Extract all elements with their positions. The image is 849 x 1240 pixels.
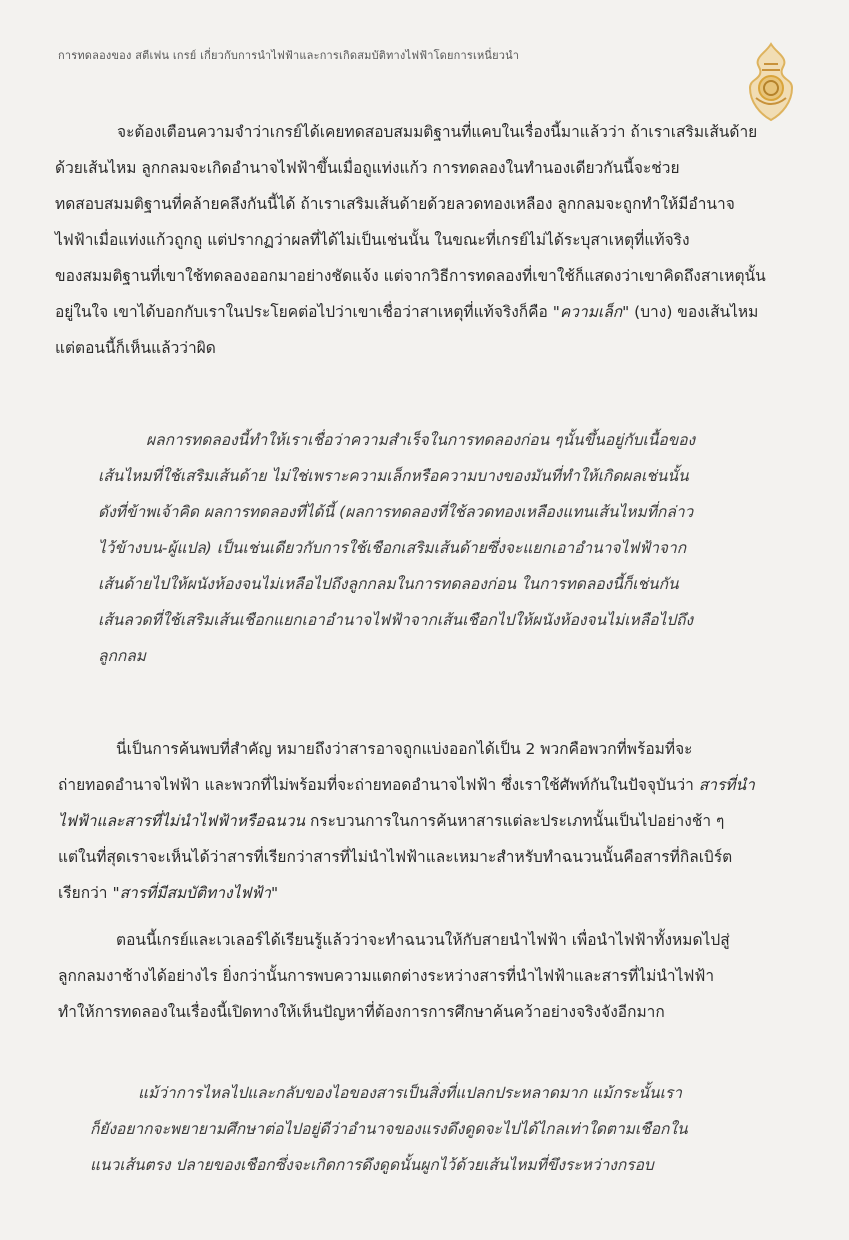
paragraph-line: ด้วยเส้นไหม ลูกกลมจะเกิดอำนาจไฟฟ้าขึ้นเมื่อถูแท่งแก้ว การทดลองในทำนองเดียวกันนี้จะช่วย xyxy=(55,159,680,177)
block-quote-2 xyxy=(90,1075,770,1183)
paragraph-line: แต่ในที่สุดเราจะเห็นได้ว่าสารที่เรียกว่าสารที่ไม่นำไฟฟ้าและเหมาะสำหรับทำฉนวนนั้นคือสารที่กิลเบิร์ต xyxy=(58,848,733,866)
running-header: การทดลองของ สตีเฟน เกรย์ เกี่ยวกับการนำไฟฟ้าและการเกิดสมบัติทางไฟฟ้าโดยการเหนี่ยวนำ xyxy=(58,49,520,62)
paragraph-line xyxy=(55,294,795,330)
quote-line: แนวเส้นตรง ปลายของเชือกซึ่งจะเกิดการดึงดูดนั้นผูกไว้ด้วยเส้นไหมที่ขึงระหว่างกรอบ xyxy=(90,1156,654,1174)
paragraph-1 xyxy=(55,114,795,366)
quote-line: ไว้ข้างบน-ผู้แปล) เป็นเช่นเดียวกับการใช้เชือกเสริมเส้นด้ายซึ่งจะแยกเอาอำนาจไฟฟ้าจาก xyxy=(98,539,687,557)
paragraph-line: ไฟฟ้าเมื่อแท่งแก้วถูกถู แต่ปรากฏว่าผลที่ได้ไม่เป็นเช่นนั้น ในขณะที่เกรย์ไม่ได้ระบุสาเหตุที่แท้จริง xyxy=(55,231,690,249)
paragraph-line xyxy=(58,767,800,803)
paragraph-line: แต่ตอนนี้ก็เห็นแล้วว่าผิด xyxy=(55,339,216,357)
paragraph-line: ลูกกลมงาช้างได้อย่างไร ยิ่งกว่านั้นการพบความแตกต่างระหว่างสารที่นำไฟฟ้าและสารที่ไม่นำไฟฟ้า xyxy=(58,967,715,985)
quote-line: ก็ยังอยากจะพยายามศึกษาต่อไปอยู่ดีว่าอำนาจของแรงดึงดูดจะไปได้ไกลเท่าใดตามเชือกใน xyxy=(90,1120,688,1138)
quote-line: ลูกกลม xyxy=(98,647,146,665)
quote-line: แม้ว่าการไหลไปและกลับของไอของสารเป็นสิ่งที่แปลกประหลาดมาก แม้กระนั้นเรา xyxy=(138,1084,682,1102)
paragraph-line-text: ถ่ายทอดอำนาจไฟฟ้า และพวกที่ไม่พร้อมที่จะถ่ายทอดอำนาจไฟฟ้า ซึ่งเราใช้ศัพท์กันในปัจจุบันว่า xyxy=(58,776,694,794)
quote-line: เส้นด้ายไปให้ผนังห้องจนไม่เหลือไปถึงลูกกลมในการทดลองก่อน ในการทดลองนี้ก็เช่นกัน xyxy=(98,575,679,593)
quote-line: เส้นลวดที่ใช้เสริมเส้นเชือกแยกเอาอำนาจไฟฟ้าจากเส้นเชือกไปให้ผนังห้องจนไม่เหลือไปถึง xyxy=(98,611,694,629)
school-emblem-seal-icon xyxy=(738,40,804,124)
paragraph-line-tail: (บาง) ของเส้นไหม xyxy=(629,303,759,321)
paragraph-2 xyxy=(58,731,800,911)
italic-term: ไฟฟ้าและสารที่ไม่นำไฟฟ้าหรือฉนวน xyxy=(58,812,306,830)
paragraph-3 xyxy=(58,922,800,1030)
quoted-term: "ความเล็ก" xyxy=(552,303,630,321)
paragraph-line-text: เรียกว่า xyxy=(58,884,113,902)
italic-term: "สารที่มีสมบัติทางไฟฟ้า" xyxy=(112,884,279,902)
paragraph-line xyxy=(58,875,800,911)
quote-line: เส้นไหมที่ใช้เสริมเส้นด้าย ไม่ใช่เพราะความเล็กหรือความบางของมันที่ทำให้เกิดผลเช่นนั้น xyxy=(98,467,689,485)
paragraph-line: จะต้องเตือนความจำว่าเกรย์ได้เคยทดสอบสมมติฐานที่แคบในเรื่องนี้มาแล้วว่า ถ้าเราเสริมเส้นด้าย xyxy=(117,123,758,141)
paragraph-line: ทดสอบสมมติฐานที่คล้ายคลึงกันนี้ได้ ถ้าเราเสริมเส้นด้ายด้วยลวดทองเหลือง ลูกกลมจะถูกทำให้มีอำนาจ xyxy=(55,195,735,213)
quote-line: ดังที่ข้าพเจ้าคิด ผลการทดลองที่ได้นี้ (ผลการทดลองที่ใช้ลวดทองเหลืองแทนเส้นไหมที่กล่าว xyxy=(98,503,694,521)
paragraph-line: ตอนนี้เกรย์และเวเลอร์ได้เรียนรู้แล้วว่าจะทำฉนวนให้กับสายนำไฟฟ้า เพื่อนำไฟฟ้าทั้งหมดไปสู่ xyxy=(116,931,730,949)
paragraph-line-text: อยู่ในใจ เขาได้บอกกับเราในประโยคต่อไปว่าเขาเชื่อว่าสาเหตุที่แท้จริงก็คือ xyxy=(55,303,548,321)
paragraph-line: ทำให้การทดลองในเรื่องนี้เปิดทางให้เห็นปัญหาที่ต้องการการศึกษาค้นคว้าอย่างจริงจังอีกมาก xyxy=(58,1003,665,1021)
block-quote-1 xyxy=(98,422,758,674)
paragraph-line xyxy=(58,803,800,839)
italic-term: สารที่นำ xyxy=(693,776,755,794)
quote-line: ผลการทดลองนี้ทำให้เราเชื่อว่าความสำเร็จในการทดลองก่อน ๆนั้นขึ้นอยู่กับเนื้อของ xyxy=(146,431,696,449)
paragraph-line: ของสมมติฐานที่เขาใช้ทดลองออกมาอย่างชัดแจ้ง แต่จากวิธีการทดลองที่เขาใช้ก็แสดงว่าเขาคิดถึงสาเหตุนั้น xyxy=(55,267,766,285)
paragraph-line-text: กระบวนการในการค้นหาสารแต่ละประเภทนั้นเป็นไปอย่างช้า ๆ xyxy=(305,812,725,830)
paragraph-line: นี่เป็นการค้นพบที่สำคัญ หมายถึงว่าสารอาจถูกแบ่งออกได้เป็น 2 พวกคือพวกที่พร้อมที่จะ xyxy=(116,740,693,758)
